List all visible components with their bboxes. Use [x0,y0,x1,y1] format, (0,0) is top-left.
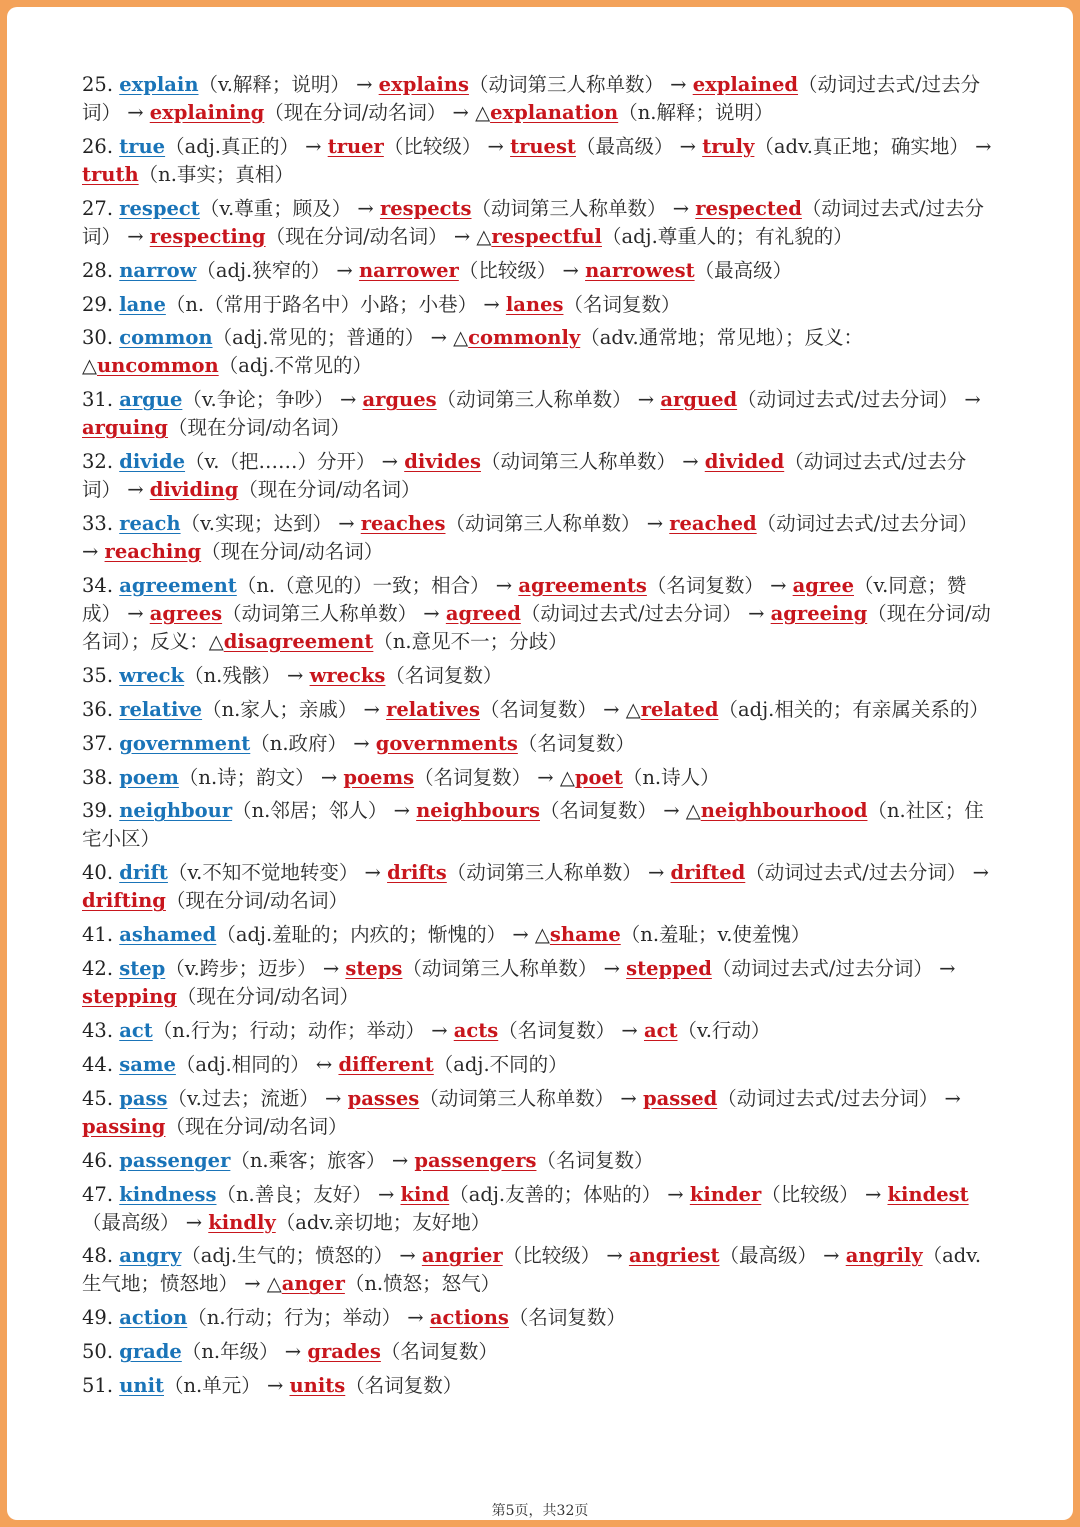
vocab-entry [82,955,997,1011]
headword: poem [119,765,179,789]
definition-text: （动词第三人称单数） → [471,196,696,220]
definition-text: （比较级） → [458,258,586,282]
definition-text: （n.社区；住宅小区） [82,799,984,851]
definition-text: （adj.相同的） ↔ [175,1052,339,1076]
word-form: truer [327,134,384,158]
vocab-entry [82,1051,997,1079]
word-form: respectful [491,224,602,248]
definition-text: （现在分词/动名词） [165,889,349,913]
word-form: agree [792,574,854,598]
headword: angry [119,1244,182,1268]
definition-text: （adv.真正地；确实地） → [754,134,992,158]
word-form: drifting [82,889,166,913]
word-form: drifts [387,861,447,885]
word-form: poems [343,765,415,789]
definition-text: （n.政府） → [250,731,376,755]
definition-text: （动词过去式/过去分词） → [82,450,967,502]
headword: step [119,957,166,981]
vocab-entry [82,1147,997,1175]
headword: neighbour [119,799,233,823]
definition-text: （adj.相关的；有亲属关系的） [718,697,989,721]
document-page [7,7,1073,1520]
word-form: wrecks [309,663,386,687]
vocab-entry [82,1017,997,1045]
headword: action [119,1306,188,1330]
definition-text: （动词过去式/过去分词） → [82,512,978,564]
entry-number: 49. [82,1306,114,1330]
definition-text: （v.同意；赞成） → [82,574,967,626]
headword: grade [119,1340,182,1364]
definition-text: （v.解释；说明） → [198,73,379,96]
definition-text: （比较级） → [502,1244,629,1268]
word-form: lanes [505,292,564,316]
definition-text: （n.家人；亲戚） → [202,697,387,721]
entry-number: 31. [82,388,114,412]
word-form: narrower [358,258,459,282]
word-form: kind [400,1182,450,1206]
headword: wreck [119,663,185,687]
word-form: divides [404,450,481,474]
word-form: truly [702,134,755,158]
word-form: divided [704,450,785,474]
definition-text: （v.尊重；顾及） → [199,196,380,220]
definition-text: （动词第三人称单数） → [481,450,705,474]
word-form: stepped [626,957,712,981]
vocab-entry [82,730,997,758]
definition-text: （v.跨步；迈步） → [165,957,346,981]
definition-text: （名词复数） [563,292,681,316]
vocab-entry [82,324,997,380]
word-form: passes [347,1086,420,1110]
definition-text: （n.（意见的）一致；相合） → [236,574,519,598]
definition-text: （现在分词/动名词） [167,416,351,440]
definition-text: （v.实现；达到） → [180,512,361,536]
definition-text: （比较级） → [761,1182,888,1206]
definition-text: （现在分词/动名词） → △ [264,101,491,124]
definition-text: （n.年级） → [181,1340,308,1364]
definition-text: （动词第三人称单数） → [468,73,693,96]
word-form: different [338,1052,434,1076]
definition-text: （n.（常用于路名中）小路；小巷） → [165,292,506,316]
headword: divide [119,450,186,474]
definition-text: （最高级） → [575,134,703,158]
word-form: reaches [360,512,446,536]
definition-text: （动词过去式/过去分词） → [520,602,771,626]
definition-text: （名词复数） [517,731,635,755]
definition-text: （现在分词/动名词） [201,540,384,564]
definition-text: （adj.狭窄的） → [196,258,359,282]
entry-number: 47. [82,1182,114,1206]
word-form: neighbourhood [700,799,868,823]
entry-number: 50. [82,1340,114,1364]
word-form: explanation [490,101,619,124]
definition-text: （adj.尊重人的；有礼貌的） [601,224,853,248]
headword: relative [119,697,203,721]
definition-text: （现在分词/动名词） → △ [265,224,492,248]
definition-text: （动词第三人称单数） → [402,957,627,981]
entry-number: 36. [82,697,114,721]
definition-text: （adj.生气的；愤怒的） → [181,1244,422,1268]
definition-text: （最高级） → [82,1210,209,1234]
word-form: agrees [149,602,223,626]
definition-text: （动词第三人称单数） → [436,388,661,412]
word-form: argued [660,388,738,412]
definition-text: （比较级） → [383,134,511,158]
entry-number: 38. [82,765,114,789]
definition-text: （动词过去式/过去分词） → [737,388,981,412]
word-form: relatives [386,697,480,721]
headword: narrow [119,258,197,282]
vocab-entry [82,764,997,792]
word-form: shame [549,923,621,947]
entry-number: 27. [82,196,114,220]
entry-number: 51. [82,1374,114,1398]
vocab-entry [82,572,997,656]
definition-text: （动词过去式/过去分词） → [82,196,984,248]
word-form: truest [510,134,576,158]
entry-number: 40. [82,861,114,885]
entry-number: 33. [82,512,114,536]
word-form: narrowest [585,258,695,282]
vocab-entry [82,662,997,690]
headword: explain [119,73,199,96]
word-form: angrier [421,1244,503,1268]
headword: true [119,134,166,158]
definition-text: （n.愤怒；怒气） [344,1272,501,1296]
entry-number: 44. [82,1052,114,1076]
word-form: respected [695,196,802,220]
definition-text: （n.行为；行动；动作；举动） → [152,1019,454,1043]
definition-text: （动词过去式/过去分词） → [711,957,956,981]
definition-text: （adj.不常见的） [218,354,373,378]
page-number: 第5页，共32页 [491,1503,589,1519]
word-form: agreements [518,574,647,598]
word-form: kinder [689,1182,762,1206]
definition-text: （adj.羞耻的；内疚的；惭愧的） → △ [216,923,550,947]
vocab-entry [82,797,997,853]
definition-text: （动词第三人称单数） → [419,1086,643,1110]
entry-number: 28. [82,258,114,282]
word-form: explained [692,73,799,96]
word-form: kindly [208,1210,276,1234]
word-form: explains [378,73,469,96]
definition-text: （n.意见不一；分歧） [373,630,568,654]
definition-text: （名词复数） → △ [414,765,575,789]
definition-text: （最高级） → [719,1244,846,1268]
definition-text: （adv.生气地；愤怒地） → △ [82,1244,982,1296]
word-form: arguing [82,416,168,440]
headword: act [119,1019,153,1043]
vocab-entry [82,448,997,504]
entry-number: 32. [82,450,114,474]
definition-text: （n.行动；行为；举动） → [187,1306,430,1330]
headword: argue [119,388,183,412]
vocab-entry [82,1181,997,1237]
definition-text: （n.解释；说明） [618,101,774,124]
definition-text: （现在分词/动名词） [165,1114,348,1138]
entry-number: 41. [82,923,114,947]
word-form: drifted [670,861,746,885]
entry-number: 42. [82,957,114,981]
definition-text: （n.单元） → [164,1374,290,1398]
vocab-entry [82,71,997,127]
vocab-entry [82,291,997,319]
word-form: grades [307,1340,381,1364]
vocab-entry [82,921,997,949]
headword: ashamed [119,923,217,947]
definition-text: （adj.不同的） [433,1052,568,1076]
headword: reach [119,512,181,536]
definition-text: （v.争论；争吵） → [182,388,363,412]
definition-text: （v.行动） [677,1019,771,1043]
word-form: argues [362,388,437,412]
entry-number: 26. [82,134,114,158]
definition-text: （现在分词/动名词） [176,985,359,1009]
definition-text: （v.不知不觉地转变） → [167,861,388,885]
word-form: passed [642,1086,718,1110]
definition-text: （adj.常见的；普通的） → △ [212,326,469,350]
word-form: actions [429,1306,509,1330]
headword: lane [119,292,166,316]
definition-text: （现在分词/动名词） [238,478,421,502]
headword: drift [119,861,168,885]
definition-text: （名词复数） → [498,1019,644,1043]
word-form: stepping [82,985,177,1009]
definition-text: （名词复数） [345,1374,463,1398]
word-form: anger [281,1272,345,1296]
word-form: governments [375,731,518,755]
word-form: passengers [414,1148,537,1172]
entry-number: 35. [82,663,114,687]
vocab-entry [82,859,997,915]
vocab-entry [82,1338,997,1366]
vocab-entry [82,1304,997,1332]
headword: agreement [119,574,237,598]
definition-text: （n.乘客；旅客） → [230,1148,415,1172]
word-form: agreeing [770,602,868,626]
word-form: reaching [104,540,202,564]
definition-text: （n.残骸） → [184,663,310,687]
headword: common [119,326,213,350]
entry-number: 25. [82,73,114,96]
vocab-entry [82,1242,997,1298]
definition-text: （动词过去式/过去分词） → [717,1086,961,1110]
entry-number: 43. [82,1019,114,1043]
definition-text: （动词第三人称单数） → [222,602,446,626]
definition-text: （n.诗人） [622,765,720,789]
definition-text: （v.（把……）分开） → [185,450,405,474]
entry-number: 46. [82,1148,114,1172]
definition-text: （名词复数） → △ [540,799,701,823]
definition-text: （名词复数） [380,1340,498,1364]
word-form: explaining [149,101,265,124]
word-form: passing [82,1114,166,1138]
headword: same [119,1052,176,1076]
headword: unit [119,1374,164,1398]
word-form: angriest [628,1244,720,1268]
word-form: reached [669,512,757,536]
word-form: acts [453,1019,499,1043]
definition-text: （n.事实；真相） [138,162,294,186]
definition-text: （n.善良；友好） → [216,1182,401,1206]
definition-text: （动词第三人称单数） → [445,512,670,536]
word-form: respects [379,196,472,220]
vocab-entry [82,510,997,566]
entry-number: 30. [82,326,114,350]
word-form: truth [82,162,139,186]
entry-number: 39. [82,799,114,823]
word-form: respecting [149,224,266,248]
entry-number: 37. [82,731,114,755]
word-form: poet [574,765,623,789]
word-form: dividing [149,478,239,502]
vocab-entry [82,195,997,251]
entry-number: 34. [82,574,114,598]
definition-text: （adv.亲切地；友好地） [275,1210,491,1234]
vocab-entry [82,1372,997,1400]
definition-text: （adj.真正的） → [165,134,328,158]
definition-text: （名词复数） [508,1306,626,1330]
headword: pass [119,1086,168,1110]
entry-number: 29. [82,292,114,316]
headword: passenger [119,1148,231,1172]
definition-text: （n.诗；韵文） → [178,765,344,789]
definition-text: （名词复数） [536,1148,654,1172]
vocab-entry [82,386,997,442]
word-form: angrily [845,1244,923,1268]
word-form: neighbours [416,799,540,823]
vocabulary-list [82,71,997,1406]
definition-text: （动词过去式/过去分词） → [82,73,981,124]
word-form: steps [345,957,403,981]
definition-text: （n.邻居；邻人） → [232,799,417,823]
definition-text: （动词第三人称单数） → [446,861,671,885]
definition-text: （adv.通常地；常见地）；反义：△ [82,326,863,378]
vocab-entry [82,1085,997,1141]
definition-text: （v.过去；流逝） → [167,1086,348,1110]
word-form: units [289,1374,346,1398]
entry-number: 48. [82,1244,114,1268]
definition-text: （名词复数） → [646,574,793,598]
word-form: commonly [468,326,581,350]
definition-text: （名词复数） [385,663,503,687]
vocab-entry [82,257,997,285]
headword: kindness [119,1182,217,1206]
word-form: agreed [445,602,521,626]
entry-number: 45. [82,1086,114,1110]
word-form: related [640,697,719,721]
definition-text: （n.羞耻；v.使羞愧） [620,923,811,947]
definition-text: （动词过去式/过去分词） → [745,861,989,885]
definition-text: （名词复数） → △ [479,697,641,721]
word-form: act [643,1019,678,1043]
headword: respect [119,196,200,220]
word-form: kindest [887,1182,969,1206]
definition-text: （最高级） [694,258,793,282]
definition-text: （adj.友善的；体贴的） → [449,1182,690,1206]
vocab-entry [82,133,997,189]
word-form: disagreement [223,630,374,654]
headword: government [119,731,251,755]
word-form: uncommon [97,354,219,378]
definition-text: （现在分词/动名词）；反义：△ [82,602,991,654]
vocab-entry [82,696,997,724]
